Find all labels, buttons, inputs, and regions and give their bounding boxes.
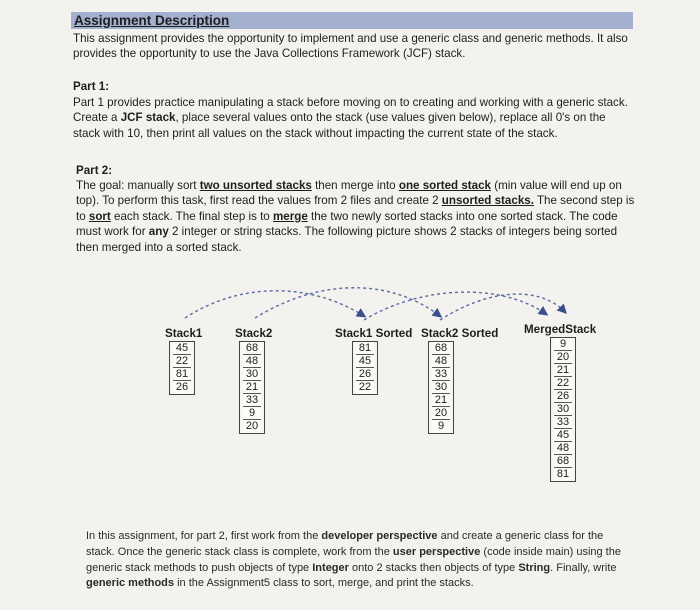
stack-cell: 48 [554, 442, 572, 455]
footer-keyword: developer perspective [321, 530, 438, 542]
part2-text: then merge into [311, 179, 399, 192]
stack-cell: 22 [554, 377, 572, 390]
footer-text: and create a generic class for the stack. Once the generic stack class is complete, work from the [86, 530, 604, 558]
stack2-label: Stack2 [235, 327, 273, 340]
part2-keyword: unsorted stacks. [441, 194, 534, 208]
stack-cell: 30 [243, 368, 261, 381]
stack-cell: 20 [432, 407, 450, 420]
stack-cell: 68 [243, 342, 261, 355]
part2-keyword: merge [272, 209, 308, 223]
stack-cell: 48 [432, 355, 450, 368]
part2-keyword: one sorted stack [398, 179, 491, 192]
stack-cell: 21 [243, 381, 261, 394]
footer-keyword: String [518, 561, 551, 574]
stack-cell: 81 [173, 368, 191, 381]
stack-cell: 9 [243, 407, 261, 420]
stack-cell: 22 [173, 355, 191, 368]
part1-jcf-stack: JCF stack [120, 111, 176, 125]
stack2-sorted-label: Stack2 Sorted [421, 327, 499, 340]
footer-text: . Finally, write [550, 561, 617, 574]
stack-cell: 26 [173, 381, 191, 394]
stack-cell: 9 [554, 338, 572, 351]
stack-cell: 33 [554, 416, 572, 429]
merged-stack-table [550, 337, 576, 482]
footer-text: (code inside main) using the generic stack methods to push objects of type [86, 545, 621, 574]
stack-cell: 30 [432, 381, 450, 394]
stack-cell: 30 [554, 403, 572, 416]
stack2-sorted-table [428, 341, 454, 434]
stack-cell: 45 [356, 355, 374, 368]
stack-cell: 81 [554, 468, 572, 481]
part1-heading: Part 1: [73, 80, 110, 93]
footer-text: In this assignment, for part 2, first work from the [86, 530, 322, 542]
part2-text: 2 integer or string stacks. The following picture shows 2 stacks of integers being sorted then merged into a sorted stack. [76, 225, 618, 254]
footer-text: onto 2 stacks then objects of type [348, 561, 519, 574]
stack1-sorted-label: Stack1 Sorted [335, 327, 413, 340]
arrow-stack2-sorted-to-merged [440, 294, 565, 320]
stack-cell: 26 [554, 390, 572, 403]
stack-cell: 68 [432, 342, 450, 355]
part2-text: The goal: manually sort [76, 179, 200, 192]
footer-text: in the Assignment5 class to sort, merge, and print the stacks. [174, 577, 474, 590]
part1-text: Part 1 provides practice manipulating a stack before moving on to creating and working with a generic stack. Create a [73, 96, 628, 125]
part2-text: The second step is to [76, 194, 635, 223]
arrow-stack2-to-stack2-sorted [255, 288, 440, 318]
part2-text: (min value will end up on top). To perform this task, first read the values from 2 files and create 2 [76, 179, 622, 208]
stack-cell: 20 [243, 420, 261, 433]
stack-cell: 68 [554, 455, 572, 468]
stack-cell: 22 [356, 381, 374, 394]
arrow-stack1-to-stack1-sorted [185, 291, 364, 318]
footer-paragraph [86, 529, 626, 592]
part2-keyword: two unsorted stacks [199, 179, 312, 192]
stack-cell: 45 [173, 342, 191, 355]
part2-keyword: any [148, 225, 169, 239]
stack-cell: 33 [432, 368, 450, 381]
stack-cell: 81 [356, 342, 374, 355]
part1-text: , place several values onto the stack (use values given below), replace all 0's on the stack with 10, then print all values on the stack without impacting the current state of the stack. [73, 111, 606, 140]
stack-cell: 9 [432, 420, 450, 433]
stack-cell: 21 [432, 394, 450, 407]
footer-keyword: user perspective [392, 545, 481, 558]
footer-keyword: generic methods [86, 577, 175, 590]
footer-keyword: Integer [312, 561, 349, 574]
part2-keyword: sort [88, 209, 111, 223]
stack-cell: 21 [554, 364, 572, 377]
stack-cell: 33 [243, 394, 261, 407]
merged-stack-label: MergedStack [524, 323, 597, 336]
part2-heading: Part 2: [76, 164, 113, 177]
part2-text: each stack. The final step is to [110, 209, 273, 223]
stack-cell: 26 [356, 368, 374, 381]
intro-paragraph: This assignment provides the opportunity to implement and use a generic class and generic methods. It also provides the opportunity to use the Java Collections Framework (JCF) stack. [73, 32, 628, 61]
stack2-table [239, 341, 265, 434]
stack-cell: 48 [243, 355, 261, 368]
stack1-table [169, 341, 195, 395]
stack-cell: 20 [554, 351, 572, 364]
arrow-stack1-sorted-to-merged [364, 292, 546, 320]
stack-cell: 45 [554, 429, 572, 442]
page-title: Assignment Description [74, 13, 230, 28]
stack1-sorted-table [352, 341, 378, 395]
stack1-label: Stack1 [165, 327, 203, 340]
part2-text: the two newly sorted stacks into one sorted stack. The code must work for [76, 209, 618, 239]
